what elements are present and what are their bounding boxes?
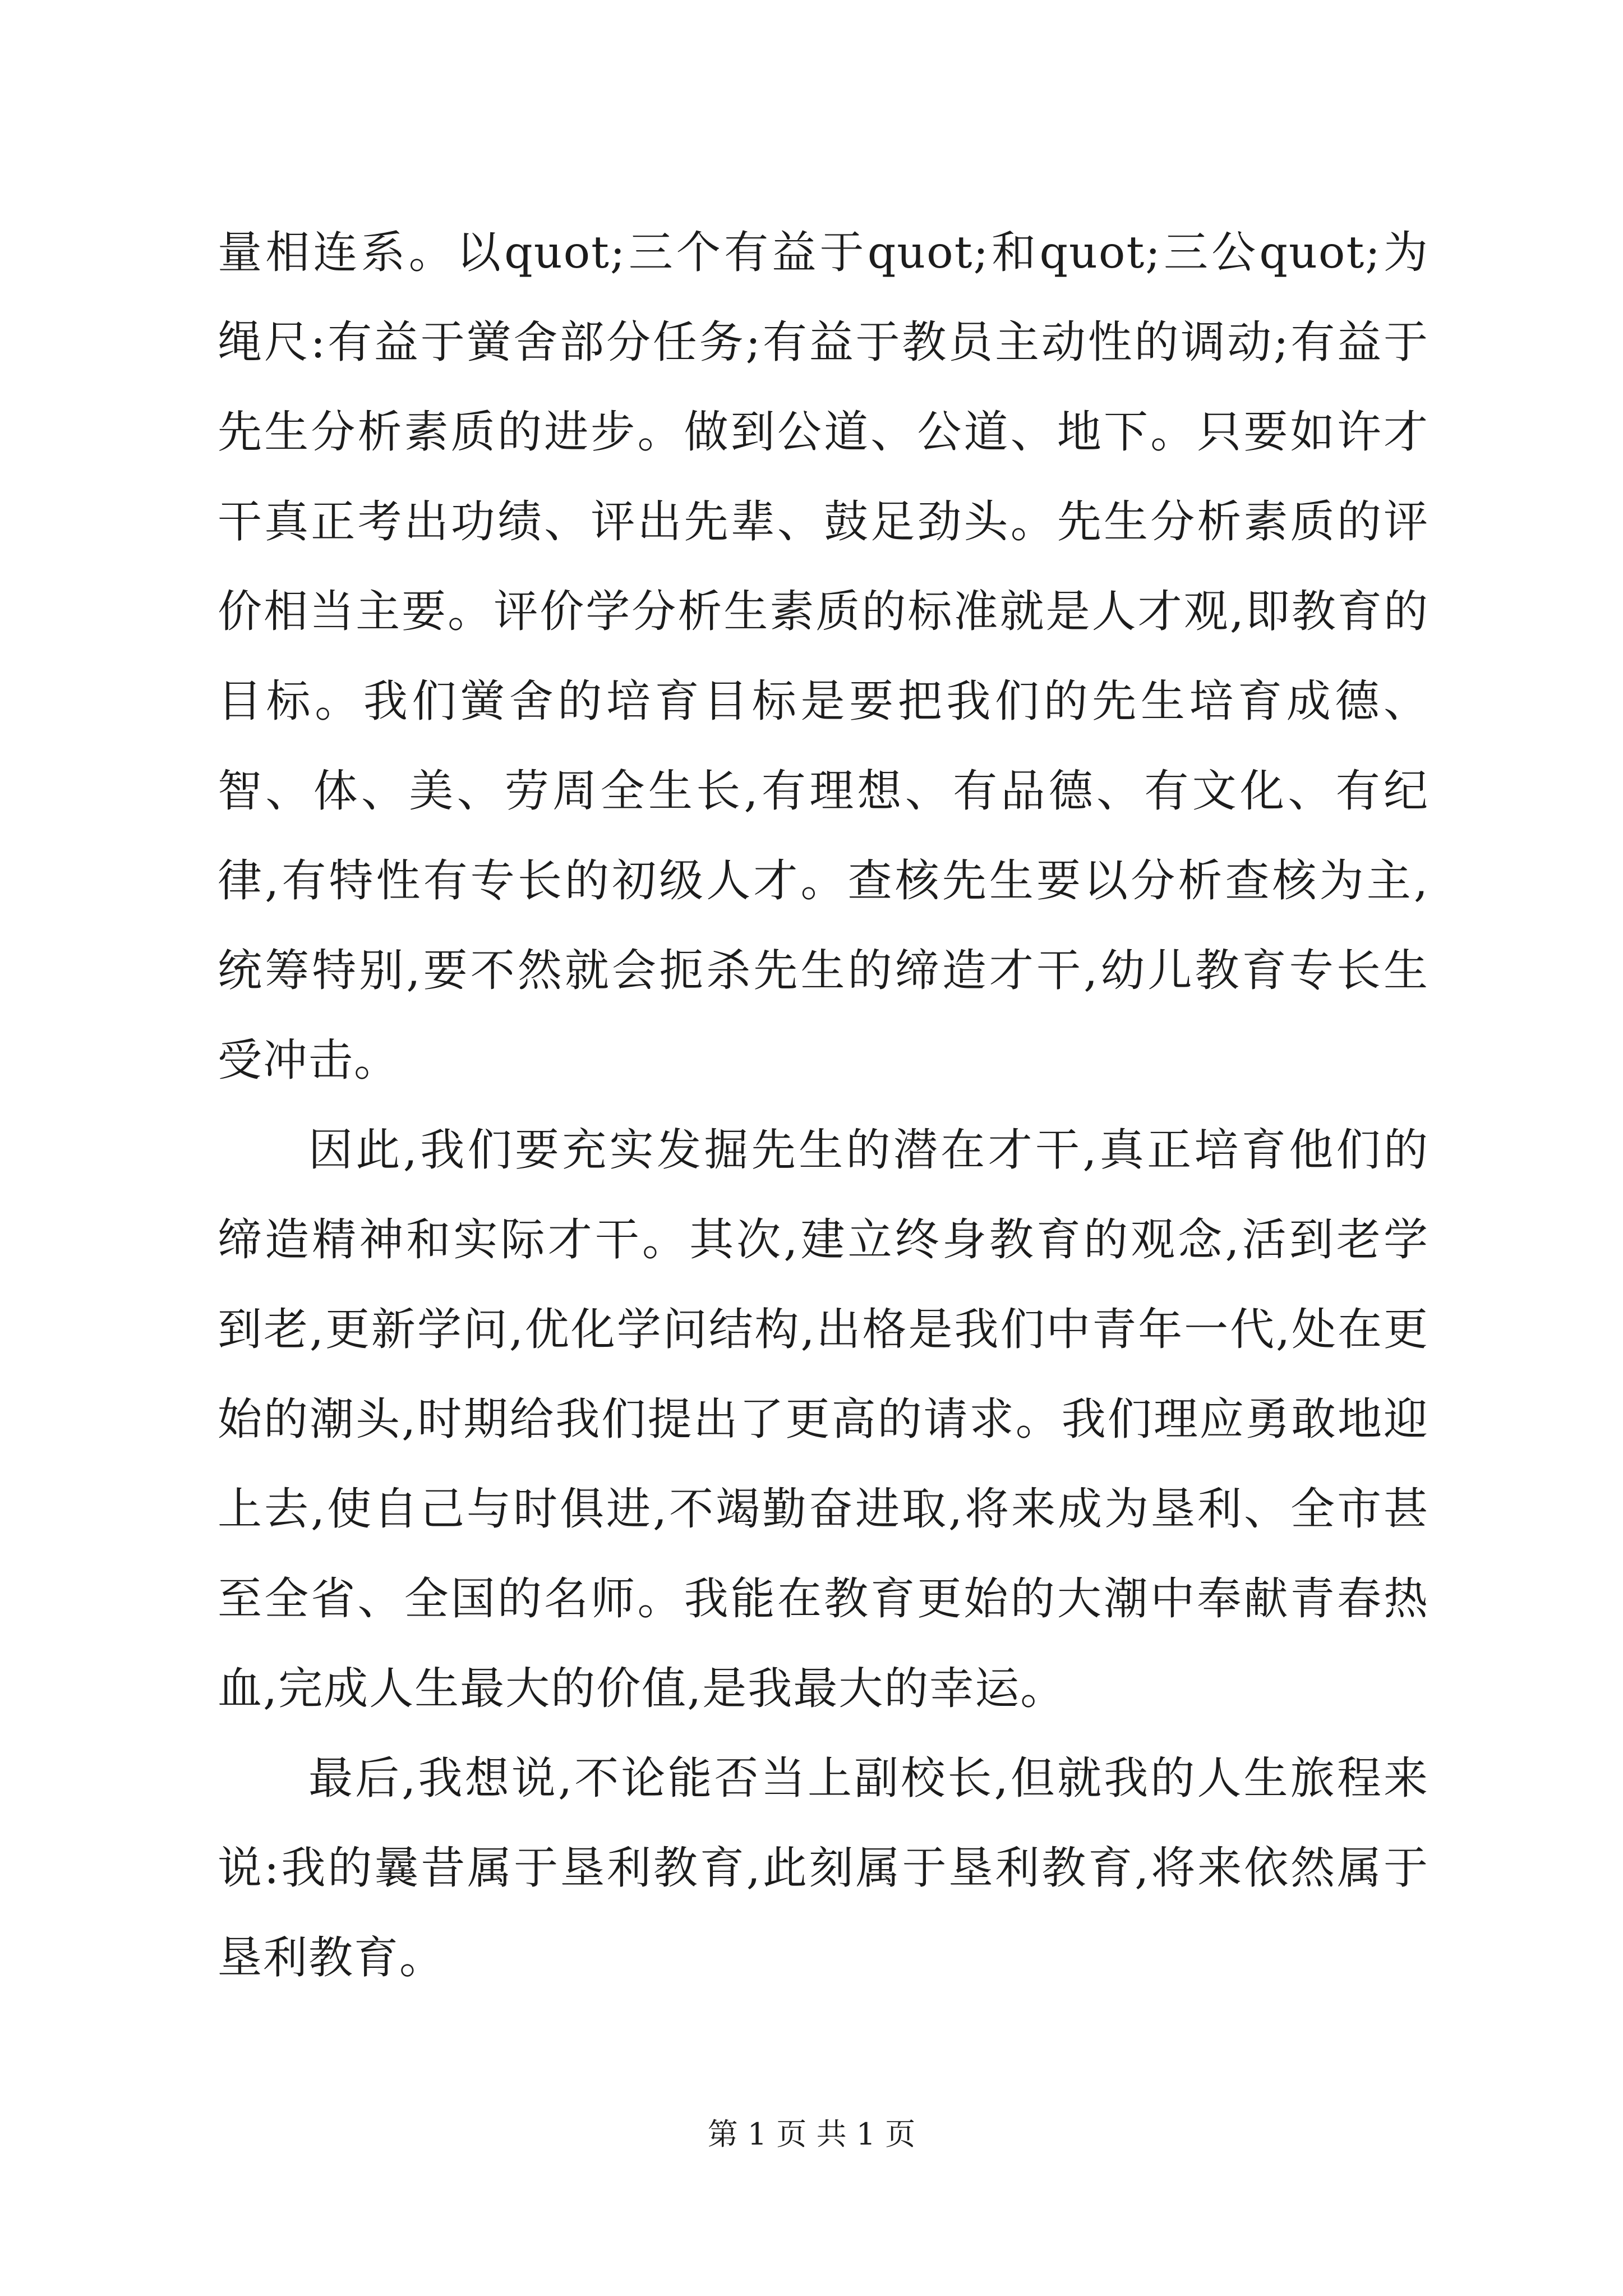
paragraph-3: 最后,我想说,不论能否当上副校长,但就我的人生旅程来说:我的曩昔属于垦利教育,此刻属于垦利教育,将来依然属于垦利教育。 <box>218 1752 1429 1984</box>
page-number-footer: 第 1 页 共 1 页 <box>707 2116 916 2152</box>
document-body <box>218 208 1429 2003</box>
paragraph-2: 因此,我们要充实发掘先生的潜在才干,真正培育他们的缔造精神和实际才干。其次,建立终身教育的观念,活到老学到老,更新学问,优化学问结构,出格是我们中青年一代,处在更始的潮头,时期给我们提出了更高的请求。我们理应勇敢地迎上去,使自己与时俱进,不竭勤奋进取,将来成为垦利、全市甚至全省、全国的名师。我能在教育更始的大潮中奉献青春热血,完成人生最大的价值,是我最大的幸运。 <box>218 1124 1429 1714</box>
paragraph-1: 量相连系。以quot;三个有益于quot;和quot;三公quot;为绳尺:有益于黉舍部分任务;有益于教员主动性的调动;有益于先生分析素质的进步。做到公道、公道、地下。只要如许才干真正考出功绩、评出先辈、鼓足劲头。先生分析素质的评价相当主要。评价学分析生素质的标准就是人才观,即教育的目标。我们黉舍的培育目标是要把我们的先生培育成德、智、体、美、劳周全生长,有理想、有品德、有文化、有纪律,有特性有专长的初级人才。查核先生要以分析查核为主,统筹特别,要不然就会扼杀先生的缔造才干,幼儿教育专长生受冲击。 <box>218 227 1430 1086</box>
